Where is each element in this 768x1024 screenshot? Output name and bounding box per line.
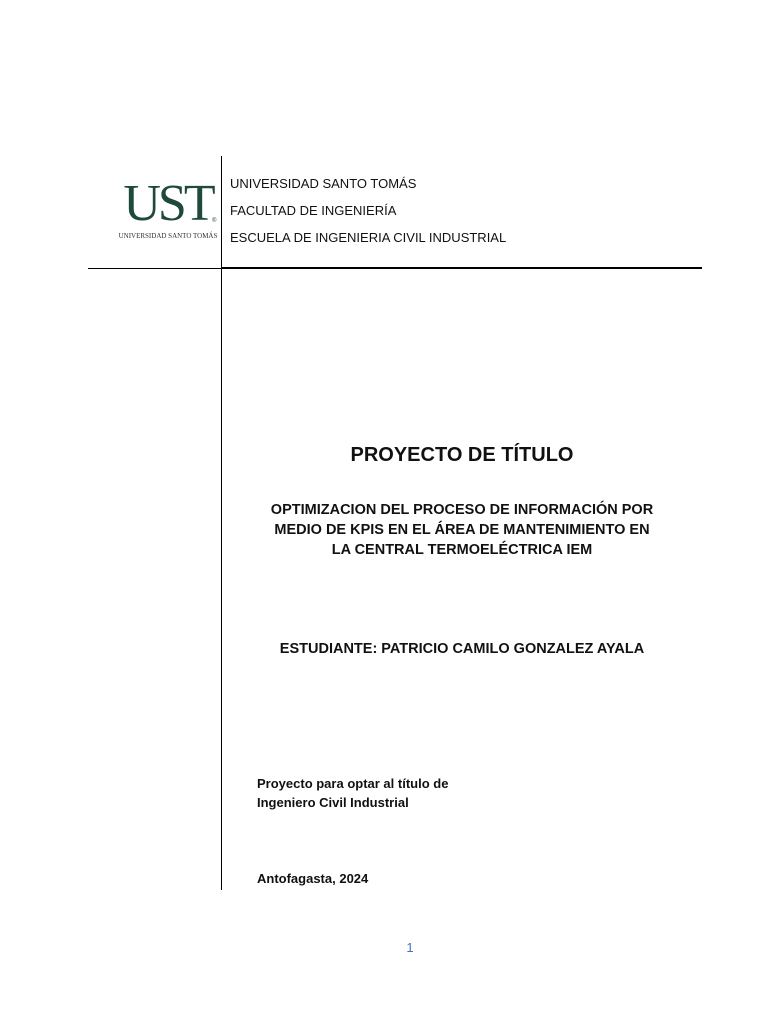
degree-purpose-line: Proyecto para optar al título de xyxy=(257,776,449,791)
degree-purpose xyxy=(257,774,448,812)
thesis-title xyxy=(222,500,702,560)
ust-logo xyxy=(116,175,220,244)
degree-purpose-line: Ingeniero Civil Industrial xyxy=(257,795,409,810)
logo-registered-mark: ® xyxy=(212,218,217,224)
thesis-title-line: LA CENTRAL TERMOELÉCTRICA IEM xyxy=(331,542,593,558)
thesis-title-line: MEDIO DE KPIS EN EL ÁREA DE MANTENIMIENTO EN xyxy=(274,522,650,538)
student-name: ESTUDIANTE: PATRICIO CAMILO GONZALEZ AYALA xyxy=(279,641,645,657)
document-type: PROYECTO DE TÍTULO xyxy=(350,444,574,466)
thesis-title-line: OPTIMIZACION DEL PROCESO DE INFORMACIÓN POR xyxy=(270,502,654,518)
school-name: ESCUELA DE INGENIERIA CIVIL INDUSTRIAL xyxy=(230,230,507,245)
horizontal-rule-right xyxy=(222,267,702,269)
logo-subtitle: UNIVERSIDAD SANTO TOMÁS xyxy=(118,232,218,240)
university-name: UNIVERSIDAD SANTO TOMÁS xyxy=(230,176,417,191)
faculty-name: FACULTAD DE INGENIERÍA xyxy=(230,203,397,218)
page-number: 1 xyxy=(406,940,414,955)
logo-wordmark: UST xyxy=(123,175,213,232)
horizontal-rule-left xyxy=(88,268,221,269)
place-and-date: Antofagasta, 2024 xyxy=(257,871,369,886)
